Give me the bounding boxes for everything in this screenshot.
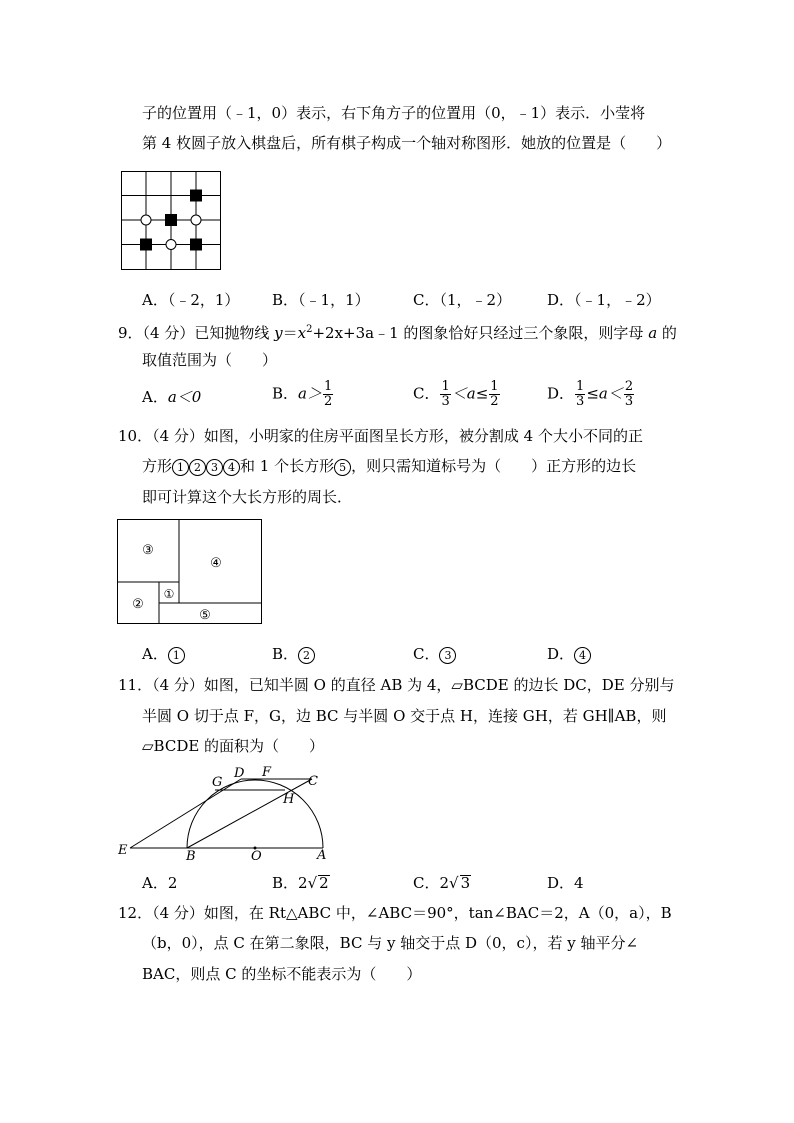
q8-option-c[interactable]: C．（1，﹣2） [413, 291, 512, 309]
q10-line-2: 方形 1 2 3 4 和 1 个长方形 5 ，则只需知道标号为（ ）正方形的边长 [142, 457, 637, 475]
black-stone [165, 214, 177, 226]
q8-option-b[interactable]: B．（﹣1，1） [272, 291, 370, 309]
label-g: G [212, 775, 223, 790]
black-stone [190, 239, 202, 251]
q9-option-a[interactable]: A．a＜0 [142, 388, 202, 406]
q11-option-b[interactable]: B．2√ 2 [272, 874, 329, 892]
q10-options [142, 643, 702, 667]
floor-plan-figure [117, 519, 263, 625]
semicircle-parallelogram-figure [116, 764, 336, 864]
q8-line-2: 第 4 枚圆子放入棋盘后，所有棋子构成一个轴对称图形．她放的位置是（ ） [142, 134, 672, 152]
q11-line-1: 11．（4 分）如图，已知半圆 O 的直径 AB 为 4，▱BCDE 的边长 DC，DE 分别与 [118, 676, 675, 694]
label-h: H [283, 792, 295, 807]
q9-option-c[interactable]: C． $\frac{1}{3}$ ＜a≤ $\frac{1}{2}$ [413, 379, 499, 409]
q9-eq: ＝ [282, 324, 298, 342]
label-e: E [118, 843, 128, 858]
q9-options [142, 380, 702, 416]
white-stone [191, 215, 201, 225]
white-stone [166, 240, 176, 250]
q8-option-a[interactable]: A．（﹣2，1） [142, 291, 240, 309]
q11-option-d[interactable]: D．4 [547, 874, 584, 892]
black-stone [140, 239, 152, 251]
q10-line-3: 即可计算这个大长方形的周长． [142, 488, 353, 506]
q11-option-c[interactable]: C．2√ 3 [413, 874, 471, 892]
q11-options [142, 872, 702, 896]
q8-options [142, 289, 702, 313]
q9-text: 9．（4 分）已知抛物线 [118, 324, 275, 342]
q10-option-b[interactable]: B． 2 [272, 643, 315, 664]
q10-option-d[interactable]: D． 4 [547, 643, 591, 664]
rect-5-label: ⑤ [199, 608, 211, 623]
label-d: D [234, 766, 245, 781]
label-o: O [251, 849, 262, 864]
q10-line-1: 10．（4 分）如图，小明家的住房平面图呈长方形，被分割成 4 个大小不同的正 [118, 427, 643, 445]
label-c: C [308, 774, 318, 789]
q9-var-y: y [274, 324, 283, 342]
q12-line-3: BAC，则点 C 的坐标不能表示为（ ） [142, 965, 422, 983]
q12-line-1: 12．（4 分）如图，在 Rt△ABC 中，∠ABC＝90°，tan∠BAC＝2，A（0，a），B [118, 904, 672, 922]
label-f: F [262, 765, 272, 780]
square-4-label: ④ [210, 556, 222, 571]
q9-text-end: 的 [657, 324, 677, 342]
black-stone [190, 190, 202, 202]
q9-exp: 2 [306, 324, 313, 335]
label-a: A [317, 848, 327, 863]
label-b: B [186, 849, 196, 864]
q9-option-b[interactable]: B．a＞ $\frac{1}{2}$ [272, 379, 333, 409]
square-1-label: ① [163, 587, 175, 601]
square-3-label: ③ [142, 543, 154, 558]
square-2-label: ② [132, 597, 144, 612]
q9-line-1 [118, 320, 677, 343]
go-board-figure [121, 171, 221, 271]
q11-line-3: ▱BCDE 的面积为（ ） [142, 737, 325, 755]
q9-var-a: a [648, 324, 658, 342]
white-stone [141, 215, 151, 225]
q8-option-d[interactable]: D．（﹣1，﹣2） [547, 291, 661, 309]
q10-option-a[interactable]: A． 1 [142, 643, 185, 664]
q11-option-a[interactable]: A．2 [142, 874, 178, 892]
q9-eq-rest: +2x+3a﹣1 的图象恰好只经过三个象限，则字母 [312, 324, 649, 342]
q9-var-x: x [297, 324, 307, 342]
q11-line-2: 半圆 O 切于点 F，G，边 BC 与半圆 O 交于点 H，连接 GH，若 GH∥AB，则 [142, 707, 667, 725]
q9-option-d[interactable]: D． $\frac{1}{3}$ ≤a＜ $\frac{2}{3}$ [547, 379, 634, 409]
q9-line-2: 取值范围为（ ） [142, 351, 278, 369]
q12-line-2: （b，0），点 C 在第二象限，BC 与 y 轴交于点 D（0，c），若 y 轴平分∠ [142, 934, 639, 952]
q10-option-c[interactable]: C． 3 [413, 643, 456, 664]
q8-line-1: 子的位置用（﹣1，0）表示，右下角方子的位置用（0，﹣1）表示．小莹将 [142, 104, 646, 122]
